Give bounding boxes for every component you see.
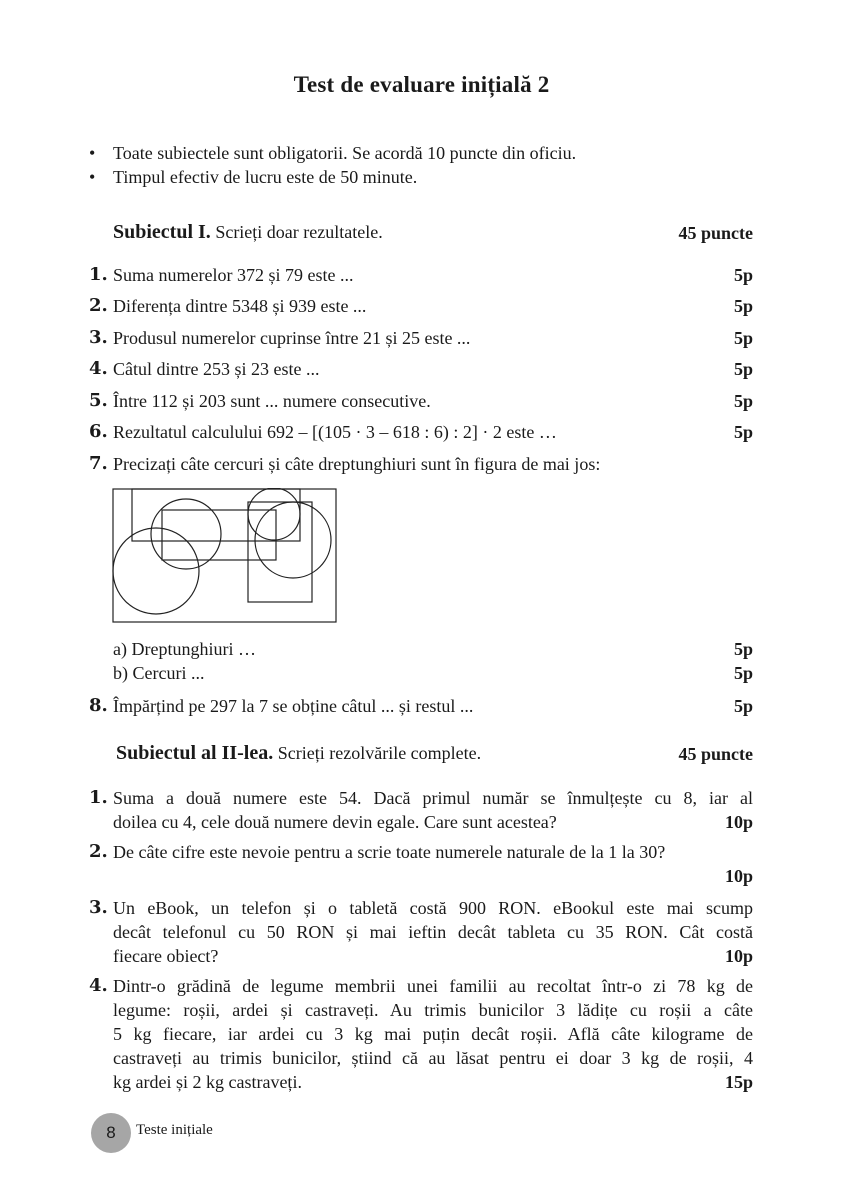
section-1-title: Subiectul I. bbox=[113, 221, 211, 243]
page-number-badge: 8 bbox=[91, 1113, 131, 1153]
circle-right bbox=[255, 502, 331, 578]
instruction-1: • Toate subiectele sunt obligatorii. Se acordă 10 puncte din oficiu. bbox=[89, 143, 577, 163]
section-2-header bbox=[116, 742, 753, 765]
geometry-figure bbox=[112, 488, 338, 624]
section-2-title: Subiectul al II-lea. bbox=[116, 742, 274, 764]
s1-item-7-a: a) Dreptunghiuri … 5p bbox=[113, 639, 753, 659]
section-2-instruction: Scrieți rezolvările complete. bbox=[277, 743, 482, 763]
s1-item-7-b: b) Cercuri ... 5p bbox=[113, 663, 753, 683]
footer-text: Teste inițiale bbox=[136, 1122, 213, 1138]
page-title: Test de evaluare inițială 2 bbox=[293, 72, 550, 97]
bullet-icon: • bbox=[89, 143, 96, 163]
section-2-points: 45 puncte bbox=[678, 744, 753, 764]
bullet-icon: • bbox=[89, 167, 96, 187]
s2-item-2: 2. De câte cifre este nevoie pentru a scrie toate numerele naturale de la 1 la 30? 10p bbox=[89, 841, 753, 886]
instruction-2: • Timpul efectiv de lucru este de 50 minute. bbox=[89, 167, 418, 187]
rect-right bbox=[248, 502, 312, 602]
section-1-instruction: Scrieți doar rezultatele. bbox=[215, 222, 383, 242]
s2-item-4: 4. Dintr-o grădină de legume membrii unei familii au recoltat într-o zi 78 kg de legume: roșii, ardei și castraveți. Au trimis bunicilor 3 lădițe cu roșii a câte 5 kg fiecare, iar ardei cu 3 kg mai puțin decât roșii. Află câte kilograme de castraveți au trimis bunicilor, știind că au lăsat pentru ei doar 3 kg de roșii, 4 kg ardei și 2 kg castraveți. 15p bbox=[89, 975, 753, 1092]
s2-item-3: 3. Un eBook, un telefon și o tabletă costă 900 RON. eBookul este mai scump decât telefonul cu 50 RON și mai ieftin decât tableta cu 35 RON. Cât costă fiecare obiect? 10p bbox=[89, 897, 753, 966]
figure-circles-rectangles bbox=[112, 488, 338, 629]
section-1-header bbox=[113, 221, 753, 244]
s2-item-1: 1. Suma a două numere este 54. Dacă primul număr se înmulțește cu 8, iar al doilea cu 4, cele două numere devin egale. Care sunt acestea? 10p bbox=[89, 787, 753, 832]
section-1-points: 45 puncte bbox=[678, 223, 753, 243]
